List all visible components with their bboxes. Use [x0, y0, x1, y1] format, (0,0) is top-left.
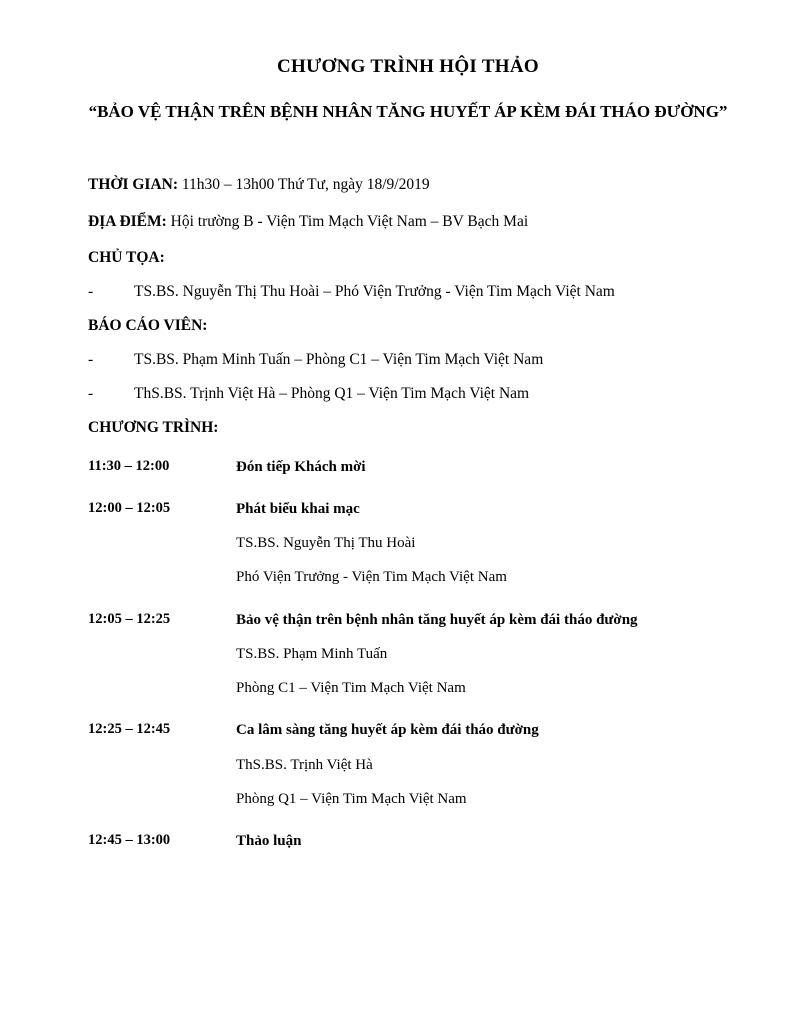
agenda-time: 12:00 – 12:05 — [88, 499, 171, 516]
agenda-row — [88, 499, 728, 588]
agenda-topic: Đón tiếp Khách mời — [236, 458, 366, 475]
agenda-detail: Phòng C1 – Viện Tim Mạch Việt Nam — [236, 680, 466, 697]
agenda-topic: Bảo vệ thận trên bệnh nhân tăng huyết áp kèm đái tháo đường — [236, 611, 638, 628]
agenda-body — [236, 610, 728, 699]
agenda-body — [236, 457, 728, 477]
agenda-topic: Phát biểu khai mạc — [236, 500, 360, 517]
agenda-row — [88, 457, 728, 477]
speaker-name: ThS.BS. Trịnh Việt Hà – Phòng Q1 – Viện Tim Mạch Việt Nam — [134, 384, 530, 402]
agenda-row — [88, 831, 728, 851]
agenda-time: 12:25 – 12:45 — [88, 721, 171, 738]
place-label: ĐỊA ĐIỂM: — [88, 212, 167, 230]
speakers-heading: BÁO CÁO VIÊN: — [88, 316, 208, 334]
time-line — [88, 175, 728, 196]
chair-heading: CHỦ TỌA: — [88, 248, 165, 266]
agenda-detail: Phó Viện Trưởng - Viện Tim Mạch Việt Nam — [236, 569, 507, 586]
agenda-time: 12:45 – 13:00 — [88, 832, 171, 849]
place-value: Hội trường B - Viện Tim Mạch Việt Nam – BV Bạch Mai — [170, 212, 529, 230]
agenda-detail: TS.BS. Phạm Minh Tuấn — [236, 645, 388, 662]
time-value: 11h30 – 13h00 Thứ Tư, ngày 18/9/2019 — [181, 175, 430, 193]
agenda-time: 11:30 – 12:00 — [88, 457, 170, 474]
agenda-detail: TS.BS. Nguyễn Thị Thu Hoài — [236, 535, 416, 552]
agenda-list — [88, 457, 728, 852]
agenda-topic: Ca lâm sàng tăng huyết áp kèm đái tháo đường — [236, 722, 539, 739]
program-heading: CHƯƠNG TRÌNH: — [88, 418, 219, 436]
list-dash: - — [88, 384, 94, 402]
time-label: THỜI GIAN: — [88, 175, 178, 193]
page-title: CHƯƠNG TRÌNH HỘI THẢO — [277, 56, 539, 77]
speaker-name: TS.BS. Phạm Minh Tuấn – Phòng C1 – Viện Tim Mạch Việt Nam — [134, 350, 544, 368]
agenda-detail: Phòng Q1 – Viện Tim Mạch Việt Nam — [236, 790, 467, 807]
list-dash: - — [88, 282, 94, 300]
agenda-row — [88, 610, 728, 699]
agenda-detail: ThS.BS. Trịnh Việt Hà — [236, 756, 373, 773]
chair-list-item — [88, 283, 728, 301]
chair-name: TS.BS. Nguyễn Thị Thu Hoài – Phó Viện Trưởng - Viện Tim Mạch Việt Nam — [134, 282, 615, 300]
page-subtitle: “BẢO VỆ THẬN TRÊN BỆNH NHÂN TĂNG HUYẾT ÁP KÈM ĐÁI THÁO ĐƯỜNG” — [88, 101, 728, 121]
speaker-list-item — [88, 385, 728, 403]
agenda-topic: Thảo luận — [236, 833, 302, 850]
agenda-body — [236, 831, 728, 851]
meta-block — [88, 175, 728, 437]
list-dash: - — [88, 350, 94, 368]
place-line — [88, 212, 728, 233]
agenda-body — [236, 720, 728, 809]
agenda-body — [236, 499, 728, 588]
title-block — [88, 56, 728, 123]
agenda-time: 12:05 – 12:25 — [88, 610, 171, 627]
speaker-list-item — [88, 351, 728, 369]
agenda-row — [88, 720, 728, 809]
